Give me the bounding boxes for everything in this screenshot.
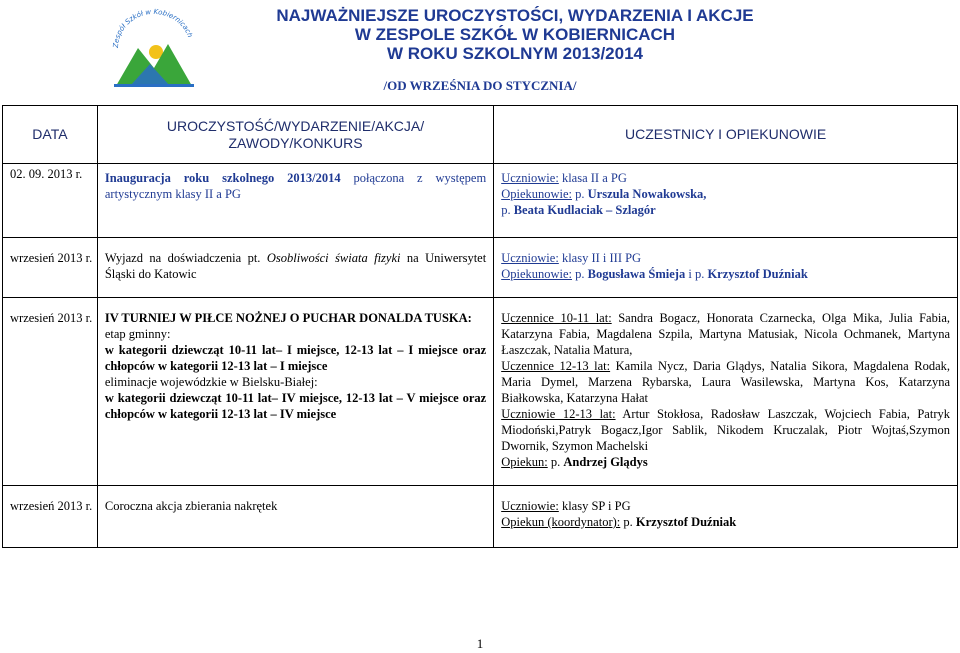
document-subtitle: /OD WRZEŚNIA DO STYCZNIA/ [383, 78, 577, 93]
row-participants [494, 298, 958, 486]
coordinator-name: Krzysztof Duźniak [635, 515, 737, 529]
guardian-prefix: p. [572, 267, 588, 281]
event-result-2: w kategorii dziewcząt 10-11 lat– IV miejsce, 12-13 lat – V miejsce oraz chłopców w kategorii 12-13 lat – IV miejsce [104, 391, 487, 421]
row-date: wrzesień 2013 r. [3, 238, 98, 298]
document-title [0, 6, 960, 63]
table-header-row [3, 106, 958, 164]
row-event [97, 238, 493, 298]
group-label: Uczniowie 12-13 lat: [501, 407, 616, 421]
row-event [97, 298, 493, 486]
students-label: Uczniowie: [501, 171, 559, 185]
guardian-prefix: p. [572, 187, 588, 201]
guardians-label: Opiekunowie: [501, 267, 573, 281]
table-row [3, 238, 958, 298]
students-text: klasa II a PG [558, 171, 627, 185]
students-text: klasy SP i PG [558, 499, 631, 513]
coordinator-prefix: p. [620, 515, 636, 529]
event-title: IV TURNIEJ W PIŁCE NOŻNEJ O PUCHAR DONALDA TUSKA: [104, 311, 472, 325]
guardians-label: Opiekunowie: [501, 187, 573, 201]
row-participants [494, 486, 958, 548]
coach-label: Opiekun: [501, 455, 548, 469]
group-label: Uczennice 10-11 lat: [501, 311, 612, 325]
guardian-joiner: i p. [685, 267, 708, 281]
table-row [3, 298, 958, 486]
table-row [3, 164, 958, 238]
title-line-3: W ROKU SZKOLNYM 2013/2014 [386, 44, 643, 63]
row-participants [494, 238, 958, 298]
title-line-1: NAJWAŻNIEJSZE UROCZYSTOŚCI, WYDARZENIA I AKCJE [276, 6, 754, 25]
row-date: wrzesień 2013 r. [3, 298, 98, 486]
header-event [97, 106, 493, 164]
row-event [97, 164, 493, 238]
row-date: 02. 09. 2013 r. [3, 164, 98, 238]
guardian-name: Urszula Nowakowska, [587, 187, 707, 201]
page-number: 1 [476, 636, 484, 651]
logo-arc-text: Zespół Szkół w Kobiernicach [111, 8, 195, 49]
group-members: Sandra Bogacz, Honorata Czarnecka, Olga Mika, Julia Fabia, Katarzyna Fabia, Magdalena Szpila, Martyna Matusiak, Nicola Ochmanek, Martyna Łaszczak, Natalia Matura, [501, 311, 950, 357]
group-label: Uczennice 12-13 lat: [501, 359, 611, 373]
group-members: Artur Stokłosa, Radosław Laszczak, Wojciech Fabia, Patryk Miodoński,Patryk Bogacz,Igor Sablik, Nikodem Kruczalak, Piotr Wojtaś,Szymon Dwornik, Szymon Machelski [501, 407, 950, 453]
event-text-post: na Uniwersytet Śląski do Katowic [104, 251, 487, 281]
coach-prefix: p. [547, 455, 564, 469]
event-text-pre: Wyjazd na doświadczenia pt. [104, 251, 267, 265]
header-event-line2: ZAWODY/KONKURS [228, 134, 363, 151]
row-participants [494, 164, 958, 238]
header-participants: UCZESTNICY I OPIEKUNOWIE [494, 106, 958, 164]
coordinator-label: Opiekun (koordynator): [501, 515, 621, 529]
header-date: DATA [3, 106, 98, 164]
header-event-line1: UROCZYSTOŚĆ/WYDARZENIE/AKCJA/ [166, 117, 425, 134]
event-title: Inauguracja roku szkolnego 2013/2014 [104, 171, 341, 185]
row-event: Coroczna akcja zbierania nakrętek [97, 486, 493, 548]
students-label: Uczniowie: [501, 499, 559, 513]
table-row [3, 486, 958, 548]
row-date: wrzesień 2013 r. [3, 486, 98, 548]
event-stage-1: etap gminny: [104, 327, 171, 341]
event-stage-2: eliminacje wojewódzkie w Bielsku-Białej: [104, 375, 318, 389]
students-label: Uczniowie: [501, 251, 559, 265]
event-italic-title: Osobliwości świata fizyki [266, 251, 401, 265]
guardian-name-2: Krzysztof Duźniak [707, 267, 808, 281]
guardian-name: Bogusława Śmieja [587, 267, 686, 281]
students-text: klasy II i III PG [558, 251, 642, 265]
event-text: połączona z występem artystycznym klasy II a PG [104, 171, 487, 201]
guardian-name-2: Beata Kudlaciak – Szlagór [513, 203, 656, 217]
coach-name: Andrzej Glądys [563, 455, 648, 469]
event-result-1: w kategorii dziewcząt 10-11 lat– I miejsce, 12-13 lat – I miejsce oraz chłopców w kategorii 12-13 lat – I miejsce [104, 343, 487, 373]
events-table [2, 105, 958, 548]
guardian-prefix-2: p. [501, 203, 514, 217]
title-line-2: W ZESPOLE SZKÓŁ W KOBIERNICACH [354, 25, 676, 44]
group-members: Kamila Nycz, Daria Glądys, Natalia Sikora, Magdalena Rodak, Maria Dymel, Marzena Rybarska, Laura Wasilewska, Martyna Kos, Katarzyna Białkowska, Katarzyna Hałat [501, 359, 950, 405]
